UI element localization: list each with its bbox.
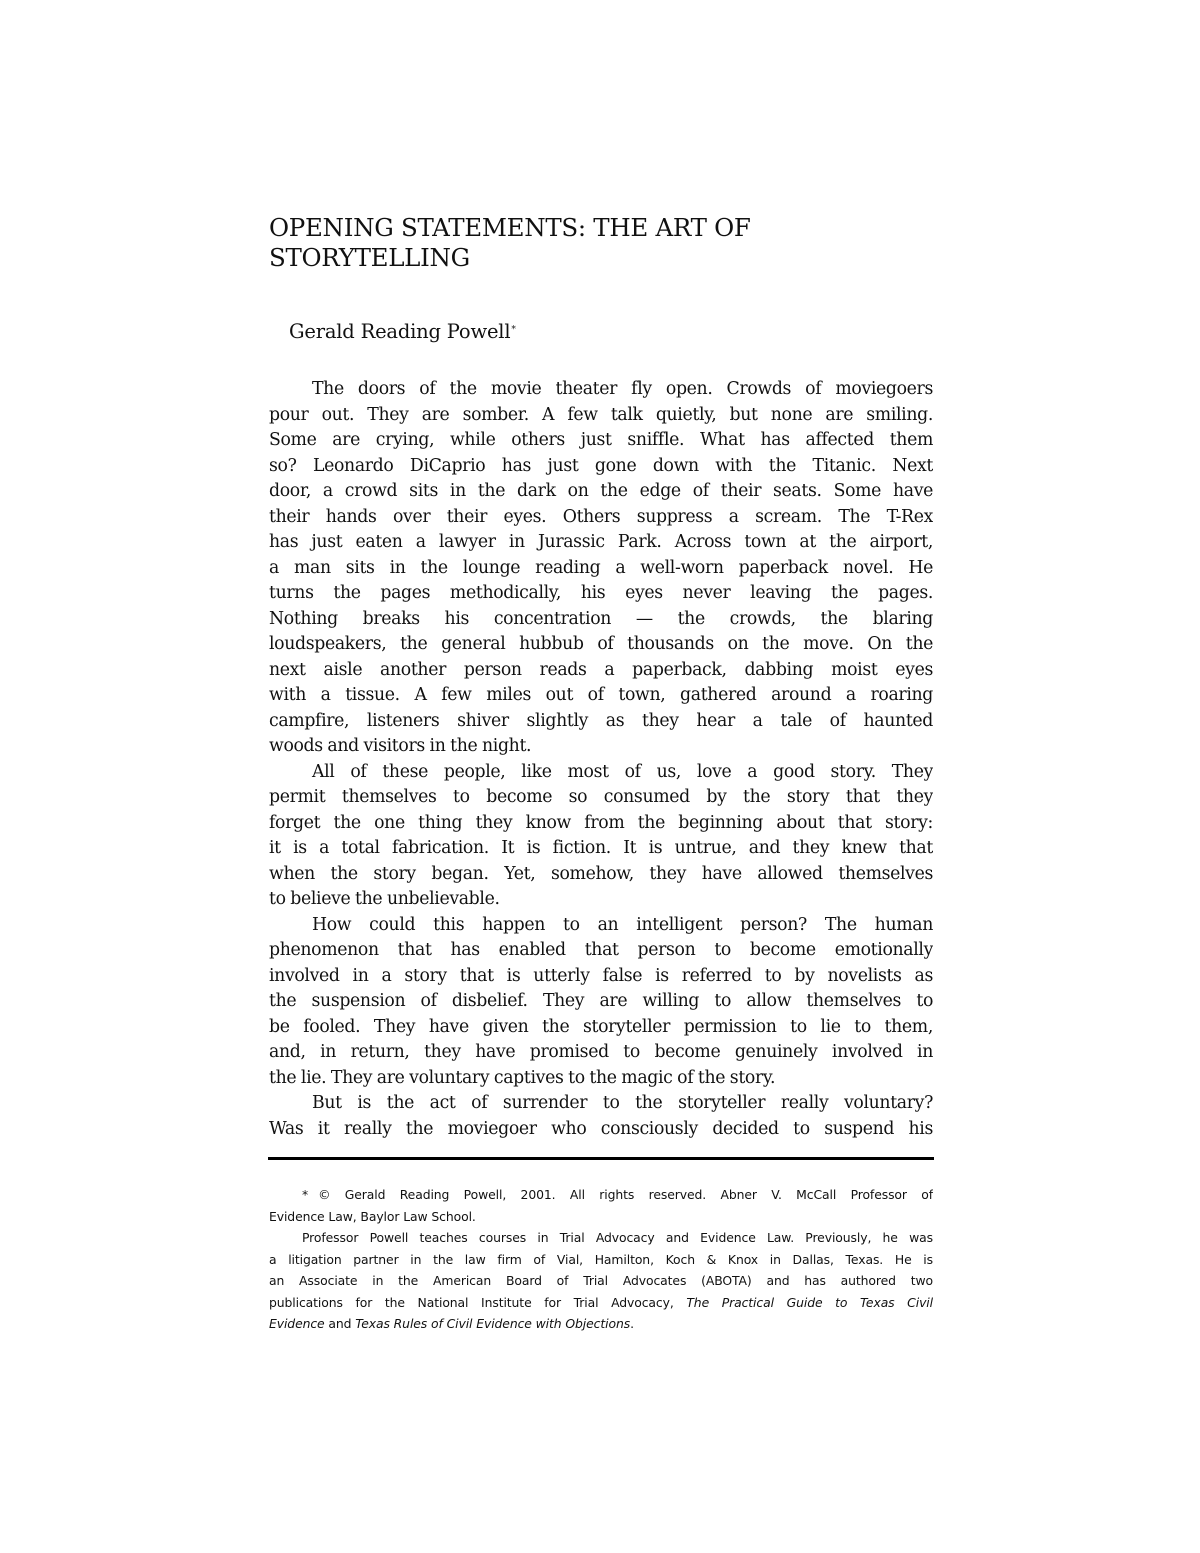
footnote-line: an Associate in the American Board of Trial Advocates (ABOTA) and has authored two <box>269 1273 933 1288</box>
book-title: Evidence <box>269 1316 325 1331</box>
book-title: The Practical Guide to Texas Civil <box>686 1294 933 1310</box>
paragraph-line: phenomenon that has enabled that person to become emotionally <box>269 940 933 960</box>
paragraph-line: has just eaten a lawyer in Jurassic Park. Across town at the airport, <box>269 532 933 552</box>
paragraph-line: door, a crowd sits in the dark on the edge of their seats. Some have <box>269 481 933 501</box>
paragraph <box>269 760 933 913</box>
footnote-line <box>269 1184 933 1206</box>
paragraph-line: pour out. They are somber. A few talk quietly, but none are smiling. <box>269 404 933 425</box>
footnote-marker: * <box>302 1187 309 1202</box>
footnotes <box>269 1184 933 1335</box>
title-line-2: STORYTELLING <box>269 243 470 272</box>
paragraph-line: The doors of the movie theater fly open. Crowds of moviegoers <box>312 379 933 399</box>
footnote-divider <box>268 1157 934 1160</box>
paragraph-line: woods and visitors in the night. <box>269 736 532 756</box>
paragraph-line: All of these people, like most of us, love a good story. They <box>312 761 933 782</box>
paragraph-line: campfire, listeners shiver slightly as they hear a tale of haunted <box>269 710 933 731</box>
paragraph-line: turns the pages methodically, his eyes never leaving the pages. <box>269 583 933 603</box>
article-title <box>269 213 949 273</box>
paragraph-line: How could this happen to an intelligent person? The human <box>312 914 933 935</box>
paragraph-line: next aisle another person reads a paperback, dabbing moist eyes <box>269 659 933 680</box>
paragraph <box>269 1091 933 1142</box>
footnote-line: Professor Powell teaches courses in Trial Advocacy and Evidence Law. Previously, he was <box>302 1230 933 1245</box>
paragraph-line: with a tissue. A few miles out of town, gathered around a roaring <box>269 685 933 705</box>
footnote-text: and <box>324 1316 356 1331</box>
paragraph-line: be fooled. They have given the storyteller permission to lie to them, <box>269 1016 933 1037</box>
paragraph-line: a man sits in the lounge reading a well-worn paperback novel. He <box>269 557 933 578</box>
paragraph-line: involved in a story that is utterly false is referred to by novelists as <box>269 965 933 986</box>
footnote-line <box>269 1313 933 1335</box>
paragraph-line: and, in return, they have promised to become genuinely involved in <box>269 1042 933 1062</box>
author-footnote-marker[interactable]: * <box>511 325 516 335</box>
footnote-line: a litigation partner in the law firm of Vial, Hamilton, Koch & Knox in Dallas, Texas. He is <box>269 1251 933 1267</box>
footnote-text: publications for the National Institute for Trial Advocacy, <box>269 1294 687 1310</box>
paragraph-line: loudspeakers, the general hubbub of thousands on the move. On the <box>269 634 933 654</box>
author-name: Gerald Reading Powell <box>289 320 511 343</box>
paragraph-line: forget the one thing they know from the beginning about that story: <box>269 812 933 833</box>
paragraph-line: the lie. They are voluntary captives to the magic of the story. <box>269 1067 776 1088</box>
paragraph-line: But is the act of surrender to the storyteller really voluntary? <box>312 1093 933 1113</box>
title-line-1: OPENING STATEMENTS: THE ART OF <box>269 213 751 242</box>
paragraph-line: Some are crying, while others just sniffle. What has affected them <box>269 430 933 450</box>
paragraph-line: permit themselves to become so consumed by the story that they <box>269 787 933 807</box>
paragraph-line: their hands over their eyes. Others suppress a scream. The T-Rex <box>269 506 933 527</box>
paragraph-line: when the story began. Yet, somehow, they have allowed themselves <box>269 863 933 884</box>
paragraph <box>269 377 933 760</box>
footnote-line: Evidence Law, Baylor Law School. <box>269 1208 476 1224</box>
paragraph <box>269 913 933 1092</box>
footnote-line <box>269 1292 933 1314</box>
footnote-text: © Gerald Reading Powell, 2001. All rights reserved. Abner V. McCall Professor of <box>318 1187 933 1202</box>
book-title: Texas Rules of Civil Evidence with Objections <box>355 1316 631 1331</box>
paragraph-line: it is a total fabrication. It is fiction. It is untrue, and they knew that <box>269 838 933 858</box>
paragraph-line: to believe the unbelievable. <box>269 889 500 909</box>
paragraph-line: Nothing breaks his concentration — the crowds, the blaring <box>269 608 933 629</box>
article-body <box>269 377 933 1142</box>
paragraph-line: so? Leonardo DiCaprio has just gone down with the Titanic. Next <box>269 455 933 476</box>
paragraph-line: the suspension of disbelief. They are willing to allow themselves to <box>269 991 933 1011</box>
footnote-text: . <box>630 1316 634 1331</box>
author-byline <box>289 319 516 345</box>
paragraph-line: Was it really the moviegoer who consciously decided to suspend his <box>269 1118 933 1139</box>
